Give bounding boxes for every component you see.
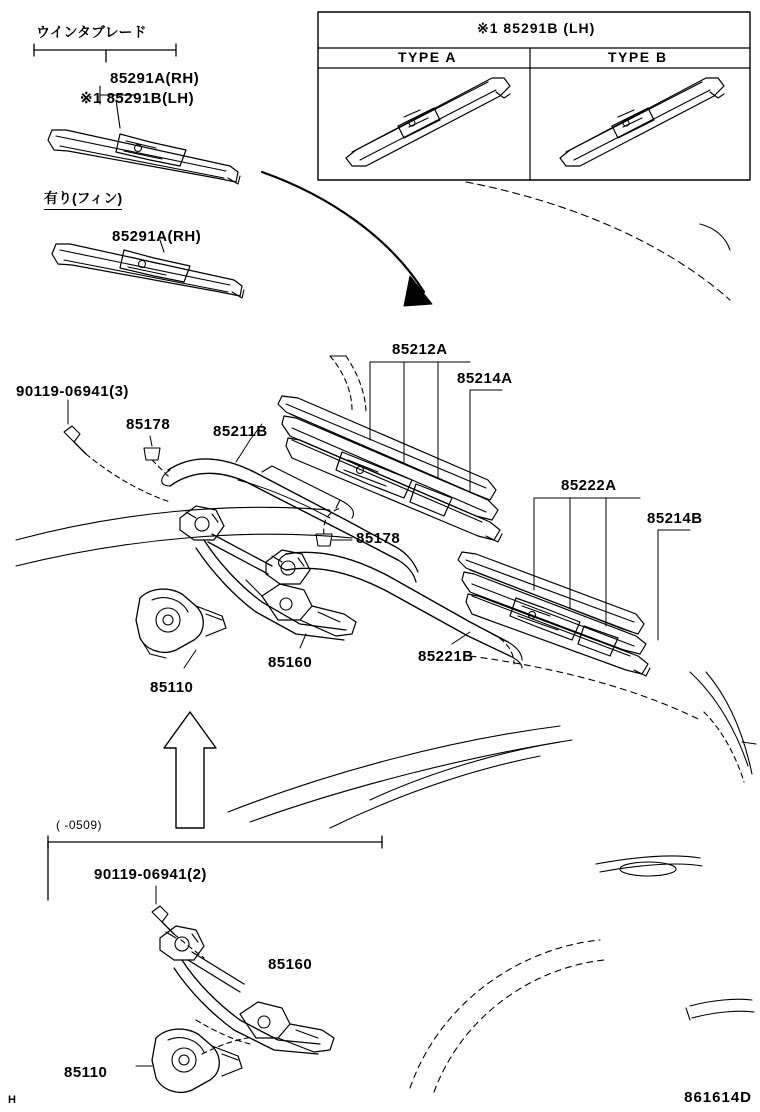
label-85110-upper: 85110 <box>150 679 194 696</box>
label-85178-upper: 85178 <box>126 416 171 433</box>
label-90119-06941-2: 90119-06941(2) <box>94 866 207 883</box>
label-85214b: 85214B <box>647 510 703 527</box>
label-85212a: 85212A <box>392 341 448 358</box>
inset-type-b-label: TYPE B <box>608 49 668 65</box>
label-fin-85291a-rh: 85291A(RH) <box>112 228 202 245</box>
label-winter-blade-title: ウインタブレード <box>36 24 147 40</box>
label-85214a: 85214A <box>457 370 513 387</box>
label-85221b: 85221B <box>418 648 474 665</box>
diagram-footer-code: 861614D <box>684 1089 752 1106</box>
diagram-corner-mark: H <box>8 1094 16 1106</box>
label-85222a: 85222A <box>561 477 617 494</box>
label-85160-lower: 85160 <box>268 956 313 973</box>
label-85211b: 85211B <box>213 423 268 440</box>
label-85160-upper: 85160 <box>268 654 313 671</box>
inset-header-label: ※1 85291B (LH) <box>477 20 596 36</box>
label-date-range: ( -0509) <box>56 818 103 832</box>
label-85291a-rh: 85291A(RH) <box>110 70 200 87</box>
inset-type-a-label: TYPE A <box>398 49 458 65</box>
label-85110-lower: 85110 <box>64 1064 108 1081</box>
label-85178-lower: 85178 <box>356 530 401 547</box>
label-fin-note: 有り(フィン) <box>44 188 122 210</box>
label-90119-06941-3: 90119-06941(3) <box>16 383 129 400</box>
label-85291b-lh: ※1 85291B(LH) <box>80 90 195 107</box>
